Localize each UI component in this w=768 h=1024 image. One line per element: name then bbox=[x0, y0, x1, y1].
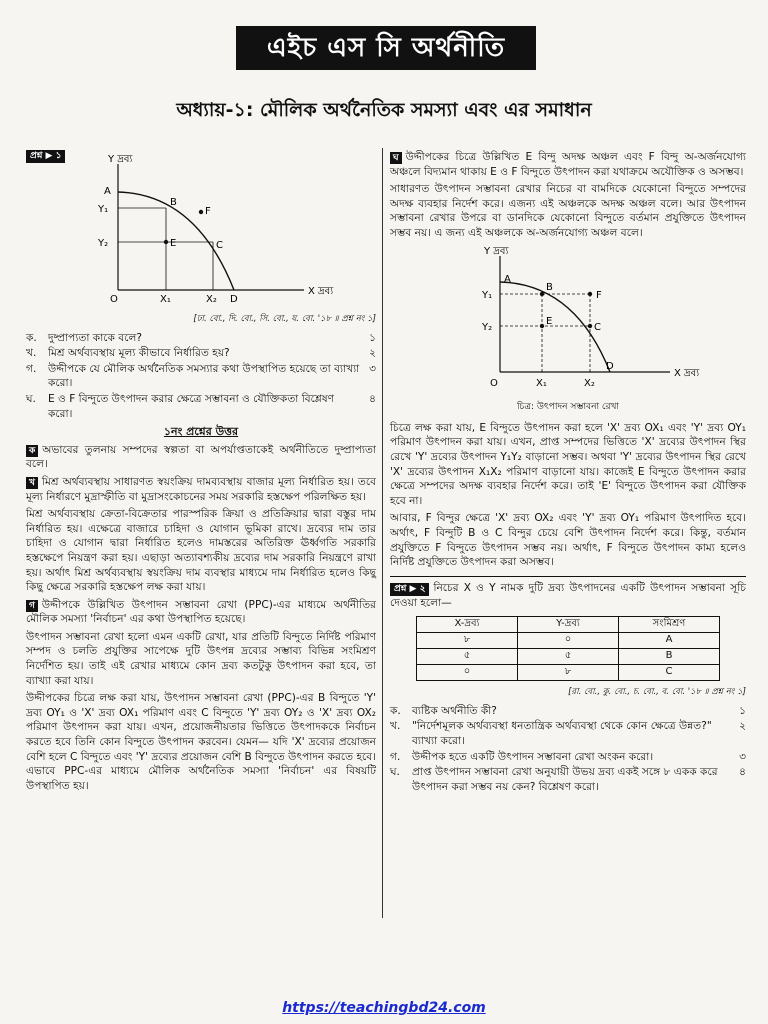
graph-point-a: A bbox=[104, 186, 111, 197]
graph-x-axis-label: X দ্রব্য bbox=[308, 286, 334, 297]
q2-block bbox=[390, 576, 746, 795]
svg-text:X₁: X₁ bbox=[536, 377, 547, 389]
table-header: X-দ্রব্য bbox=[417, 617, 518, 633]
ppc-graph bbox=[26, 150, 376, 310]
q1-item-gha: ঘ. E ও F বিন্দুতে উৎপাদন করার ক্ষেত্রে সম্ভাবনা ও যৌক্তিকতা বিশ্লেষণ করো। ৪ bbox=[26, 392, 376, 420]
q1-item-ga: গ. উদ্দীপকে যে মৌলিক অর্থনৈতিক সমস্যার কথা উপস্থাপিত হয়েছে তা ব্যাখ্যা করো। ৩ bbox=[26, 362, 376, 390]
answer-gha: ঘ উদ্দীপকের চিত্রে উল্লিখিত E বিন্দু অদক্ষ অঞ্চল এবং F বিন্দু অ-অর্জনযোগ্য অঞ্চলে বিদ্যমান থাকায় E ও F বিন্দুতে উৎপাদন করা যথাক্রমে অযৌক্তিক ও অসম্ভব। bbox=[390, 151, 746, 178]
table-header: Y-দ্রব্য bbox=[518, 617, 619, 633]
table-row: ০ ৮ C bbox=[417, 665, 720, 681]
svg-text:E: E bbox=[546, 315, 553, 327]
answer-gha-3: চিত্রে লক্ষ করা যায়, E বিন্দুতে উৎপাদন করা হলে 'X' দ্রব্য OX₁ এবং 'Y' দ্রব্য OY₁ পরিমাণ উৎপাদন করা যায়। এখন, প্রাপ্ত সম্পদের ভিত্তিতে 'X' দ্রব্যের উৎপাদন স্থির রেখে 'Y' দ্রব্যের উৎপাদন Y₁Y₂ বাড়ানো সম্ভব। অথবা 'Y' দ্রব্যের উৎপাদন স্থির রেখে 'X' দ্রব্যের উৎপাদন X₁X₂ পরিমাণ বাড়ানো যায়। কাজেই E বিন্দুতে উৎপাদন করার ক্ষেত্রে সম্পদের অদক্ষ ব্যবহার নির্দেশ করে। তাই 'E' বিন্দুতে উৎপাদন করা যৌক্তিক হবে না। bbox=[390, 421, 746, 507]
svg-text:X দ্রব্য: X দ্রব্য bbox=[674, 367, 700, 379]
svg-text:B: B bbox=[546, 281, 553, 293]
graph-origin: O bbox=[110, 294, 118, 305]
table-header-row bbox=[417, 617, 720, 633]
answer-ga-2: উৎপাদন সম্ভাবনা রেখা হলো এমন একটি রেখা, যার প্রতিটি বিন্দুতে নির্দিষ্ট পরিমাণ সম্পদ ও চলতি প্রযুক্তির সাপেক্ষে দুটি উৎপন্ন দ্রব্যের সম্ভাব্য বিভিন্ন সংমিশ্রণ নির্দেশিত হয়। তাই এই রেখার মাধ্যমে কোন দ্রব্য কতটুকু উৎপাদন করা হবে, তা ব্যাখ্যা করা যায়। bbox=[26, 630, 376, 687]
q2-tag: প্রশ্ন ▶ ২ bbox=[390, 583, 429, 596]
answer-gha-4: আবার, F বিন্দুর ক্ষেত্রে 'X' দ্রব্য OX₂ এবং 'Y' দ্রব্য OY₁ পরিমাণ উৎপাদিত হবে। অর্থাৎ, F বিন্দুটি B ও C বিন্দুর চেয়ে বেশি উৎপাদন নির্দেশ করে। কিন্তু, বর্তমান প্রযুক্তিতে F বিন্দুতে উৎপাদন সম্ভব নয়। অর্থাৎ, F বিন্দুতে উৎপাদন কাম্য হলেও নির্দিষ্ট প্রযুক্তিতে উৎপাদন করা অসম্ভব। bbox=[390, 512, 746, 569]
graph-2-caption: চিত্র: উৎপাদন সম্ভাবনা রেখা bbox=[516, 402, 620, 413]
graph-point-f: F bbox=[205, 206, 211, 217]
svg-text:X₂: X₂ bbox=[584, 377, 595, 389]
graph-point-b: B bbox=[170, 197, 177, 208]
q1-item-kha: খ. মিশ্র অর্থব্যবস্থায় মূল্য কীভাবে নির্ধারিত হয়? ২ bbox=[26, 347, 376, 360]
table-row: ৫ ৫ B bbox=[417, 649, 720, 665]
chapter-title: অধ্যায়-১: মৌলিক অর্থনৈতিক সমস্যা এবং এর সমাধান bbox=[176, 99, 592, 121]
answer-ga-3: উদ্দীপকের চিত্রে লক্ষ করা যায়, উৎপাদন সম্ভাবনা রেখা (PPC)-এর B বিন্দুতে 'Y' দ্রব্য OY₁ ও 'X' দ্রব্য OX₁ পরিমাণ এবং C বিন্দুতে 'Y' দ্রব্য OY₂ ও 'X' দ্রব্য OX₂ পরিমাণ উৎপাদন করা যায়। এখন, প্রয়োজনীয়তার ভিত্তিতে উৎপাদককে নির্বাচন করতে হবে তিনি কোন বিন্দুতে উৎপাদন করবেন। যেমন— যদি 'X' দ্রব্যের প্রয়োজন বেশি হলে C বিন্দুতে এবং 'Y' দ্রব্যের প্রয়োজন বেশি B বিন্দুতে উৎপাদন করতে হবে। এভাবে PPC-এর মাধ্যমে মৌলিক অর্থনৈতিক সমস্যা 'নির্বাচন' এর বিষয়টি উপস্থাপিত হয়। bbox=[26, 692, 376, 792]
q2-item-gha: ঘ. প্রাপ্ত উৎপাদন সম্ভাবনা রেখা অনুযায়ী উভয় দ্রব্য একই সঙ্গে ৮ একক করে উৎপাদন করা সম্ভব নয় কেন? বিশ্লেষণ করো। ৪ bbox=[390, 766, 746, 793]
q1-item-ka: ক. দুষ্প্রাপ্যতা কাকে বলে? ১ bbox=[26, 331, 376, 344]
table-header: সংমিশ্রণ bbox=[619, 617, 720, 633]
svg-text:A: A bbox=[504, 273, 511, 285]
right-column bbox=[390, 150, 746, 795]
q1-answer-heading: ১নং প্রশ্নের উত্তর bbox=[163, 425, 239, 439]
graph-y2: Y₂ bbox=[98, 238, 109, 249]
graph-point-d: D bbox=[230, 294, 238, 305]
answer-kha-2: মিশ্র অর্থব্যবস্থায় ক্রেতা-বিক্রেতার পারস্পরিক ক্রিয়া ও প্রতিক্রিয়ার দ্বারা বস্তুর দাম নির্ধারিত হয়। এক্ষেত্রে বাজারে চাহিদা ও যোগান ভূমিকা রাখে। দ্রব্যের দাম তার চাহিদা ও যোগান দ্বারা নির্ধারিত হলেও দামস্তরের অতিরিক্ত ঊর্ধ্বগতি সরকারি হস্তক্ষেপে নিয়ন্ত্রণ করা হয়। এছাড়া অত্যাবশ্যকীয় দ্রব্যের দাম সরকারি নিয়ন্ত্রণে রাখা হয়। অর্থাৎ মিশ্র অর্থব্যবস্থায় স্বয়ংক্রিয় দাম ব্যবস্থার মাধ্যমে দাম নির্ধারিত হলেও কিছু কিছু ক্ষেত্রে সরকারি হস্তক্ষেপ লক্ষ করা যায়। bbox=[26, 508, 376, 594]
q1-tag: প্রশ্ন ▶ ১ bbox=[26, 150, 65, 163]
svg-text:F: F bbox=[596, 289, 602, 301]
q2-source: [রা. বো., কু. বো., চ. বো., ব. বো. '১৮ ॥ প্রশ্ন নং ১] bbox=[568, 687, 746, 698]
left-column bbox=[26, 150, 376, 796]
ppc-graph-2 bbox=[390, 244, 746, 394]
svg-text:Y₂: Y₂ bbox=[482, 321, 493, 333]
table-row: ৮ ০ A bbox=[417, 633, 720, 649]
q2-schedule-table bbox=[416, 616, 720, 681]
subject-banner: এইচ এস সি অর্থনীতি bbox=[236, 26, 536, 70]
q2-intro: প্রশ্ন ▶ ২ নিচের X ও Y নামক দুটি দ্রব্য উৎপাদনের একটি উৎপাদন সম্ভাবনা সূচি দেওয়া হলো— bbox=[390, 581, 746, 609]
graph-x2: X₂ bbox=[206, 294, 217, 305]
graph-y-axis-label: Y দ্রব্য bbox=[108, 154, 133, 165]
svg-text:D: D bbox=[606, 360, 614, 372]
graph-point-c: C bbox=[216, 240, 223, 251]
answer-kha: খ মিশ্র অর্থব্যবস্থায় সাধারণত স্বয়ংক্রিয় দামব্যবস্থায় বাজার মূল্য নির্ধারিত হয়। তবে মূল্য নির্ধারণে মুদ্রাস্ফীতি বা মুদ্রাসংকোচনের সময় সরকারি হস্তক্ষেপ পরিলক্ষিত হয়। bbox=[26, 475, 376, 503]
svg-text:O: O bbox=[490, 377, 498, 389]
graph-point-e: E bbox=[170, 238, 177, 249]
answer-ga: গ উদ্দীপকে উল্লিখিত উৎপাদন সম্ভাবনা রেখা (PPC)-এর মাধ্যমে অর্থনীতির মৌলিক সমস্যা 'নির্বাচন' এর কথা উপস্থাপিত হয়েছে। bbox=[26, 598, 376, 626]
q2-item-ga: গ. উদ্দীপক হতে একটি উৎপাদন সম্ভাবনা রেখা অংকন করো। ৩ bbox=[390, 750, 746, 763]
graph-x1: X₁ bbox=[160, 294, 171, 305]
svg-text:Y₁: Y₁ bbox=[482, 289, 493, 301]
column-divider bbox=[382, 148, 383, 918]
svg-text:Y দ্রব্য: Y দ্রব্য bbox=[484, 245, 509, 257]
q2-item-kha: খ. "নির্দেশমূলক অর্থব্যবস্থা ধনতান্ত্রিক অর্থব্যবস্থা থেকে কোন ক্ষেত্রে উন্নত?" ব্যাখ্যা করো। ২ bbox=[390, 720, 746, 748]
answer-gha-2: সাধারণত উৎপাদন সম্ভাবনা রেখার নিচের বা বামদিকে যেকোনো বিন্দুতে সম্পদের অদক্ষ ব্যবহার নির্দেশ করে। এজন্য এই অঞ্চলকে অদক্ষ অঞ্চল বলে। আর উৎপাদন সম্ভাবনা রেখার উপরে বা ডানদিকে যেকোনো বিন্দুতে বর্তমান প্রযুক্তিতে উৎপাদন সম্ভব নয়। এ জন্য এই অঞ্চলকে অ-অর্জনযোগ্য অঞ্চল বলে। bbox=[390, 183, 746, 239]
answer-ka: ক অভাবের তুলনায় সম্পদের স্বল্পতা বা অপর্যাপ্ততাকেই অর্থনীতিতে দুষ্প্রাপ্যতা বলে। bbox=[26, 443, 376, 471]
q1-graph-block bbox=[26, 150, 376, 310]
svg-text:C: C bbox=[594, 321, 601, 333]
graph-y1: Y₁ bbox=[98, 204, 109, 215]
footer-link[interactable]: https://teachingbd24.com bbox=[282, 1000, 486, 1016]
q2-item-ka: ক. ব্যষ্টিক অর্থনীতি কী? ১ bbox=[390, 704, 746, 717]
q1-source: [ঢা. বো., দি. বো., সি. বো., য. বো. '১৮ ॥ প্রশ্ন নং ১] bbox=[193, 314, 376, 324]
